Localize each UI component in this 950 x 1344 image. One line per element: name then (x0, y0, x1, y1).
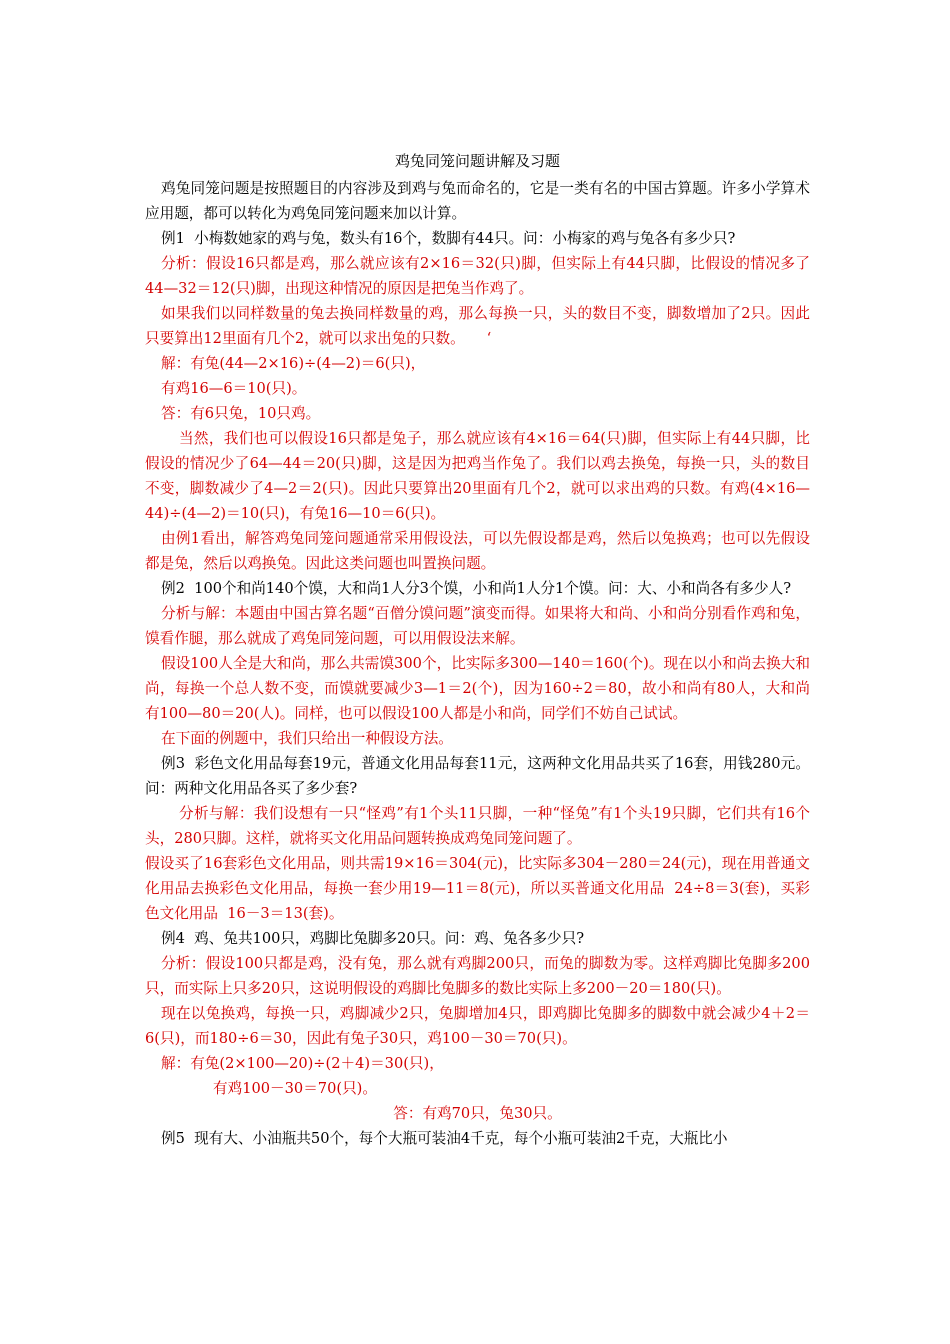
document-title: 鸡兔同笼问题讲解及习题 (394, 152, 560, 170)
example-5-question: 例5 现有大、小油瓶共50个，每个大瓶可装油4千克，每个小瓶可装油2千克，大瓶比小 (161, 1130, 728, 1147)
example-1-answer: 答：有6只兔，10只鸡。 (161, 405, 321, 422)
example-4-analysis: 分析：假设100只都是鸡，没有兔，那么就有鸡脚200只，而兔的脚数为零。这样鸡脚比兔脚多200只，而实际上只多20只，这说明假设的鸡脚比兔脚多的数比实际上多200－20＝180(只)。 (145, 955, 810, 997)
method-note: 在下面的例题中，我们只给出一种假设方法。 (161, 730, 453, 747)
example-2-analysis: 分析与解：本题由中国古算名题“百僧分馍问题”演变而得。如果将大和尚、小和尚分别看作鸡和兔，馍看作腿，那么就成了鸡兔同笼问题，可以用假设法来解。 (145, 605, 810, 647)
example-2-solution: 假设100人全是大和尚，那么共需馍300个，比实际多300—140＝160(个)。现在以小和尚去换大和尚，每换一个总人数不变，而馍就要减少3—1＝2(个)，因为160÷2＝80，故小和尚有80人，大和尚有100—80＝20(人)。同样，也可以假设100人都是小和尚，同学们不妨自己试试。 (145, 655, 810, 722)
example-1-solution: 解：有兔(44—2×16)÷(4—2)＝6(只)， (161, 355, 426, 372)
example-4-analysis-2: 现在以兔换鸡，每换一只，鸡脚减少2只，兔脚增加4只，即鸡脚比兔脚多的脚数中就会减少4＋2＝6(只)，而180÷6＝30，因此有兔子30只，鸡100－30＝70(只)。 (145, 1005, 810, 1047)
example-4-solution: 解：有兔(2×100—20)÷(2＋4)＝30(只)， (161, 1055, 444, 1072)
example-3-solution: 假设买了16套彩色文化用品，则共需19×16＝304(元)，比实际多304－280＝24(元)，现在用普通文化用品去换彩色文化用品，每换一套少用19—11＝8(元)，所以买普通文化用品 24÷8＝3(套)，买彩色文化用品 16－3＝13(套)。 (145, 855, 810, 922)
example-4-answer: 答：有鸡70只，兔30只。 (393, 1105, 562, 1122)
example-2-question: 例2 100个和尚140个馍，大和尚1人分3个馍，小和尚1人分1个馍。问：大、小和尚各有多少人? (161, 580, 792, 597)
example-3-analysis: 分析与解：我们设想有一只“怪鸡”有1个头11只脚，一种“怪兔”有1个头19只脚，它们共有16个头，280只脚。这样，就将买文化用品问题转换成鸡兔同笼问题了。 (145, 805, 810, 847)
method-summary: 由例1看出，解答鸡兔同笼问题通常采用假设法，可以先假设都是鸡，然后以兔换鸡；也可以先假设都是兔，然后以鸡换兔。因此这类问题也叫置换问题。 (145, 530, 810, 572)
example-1-analysis-2: 如果我们以同样数量的兔去换同样数量的鸡，那么每换一只，头的数目不变，脚数增加了2只。因此只要算出12里面有几个2，就可以求出兔的只数。 ‘ (145, 305, 810, 347)
example-1-alternative: 当然，我们也可以假设16只都是兔子，那么就应该有4×16＝64(只)脚，但实际上有44只脚，比假设的情况少了64—44＝20(只)脚，这是因为把鸡当作兔了。我们以鸡去换兔，每换一只，头的数目不变，脚数减少了4—2＝2(只)。因此只要算出20里面有几个2，就可以求出鸡的只数。有鸡(4×16—44)÷(4—2)＝10(只)，有兔16—10＝6(只)。 (145, 430, 810, 522)
intro-paragraph: 鸡兔同笼问题是按照题目的内容涉及到鸡与兔而命名的，它是一类有名的中国古算题。许多小学算术应用题，都可以转化为鸡兔同笼问题来加以计算。 (145, 180, 810, 222)
example-1-solution-2: 有鸡16—6＝10(只)。 (161, 380, 307, 397)
example-4-question: 例4 鸡、兔共100只，鸡脚比兔脚多20只。问：鸡、兔各多少只? (161, 930, 585, 947)
example-3-question: 例3 彩色文化用品每套19元，普通文化用品每套11元，这两种文化用品共买了16套，用钱280元。问：两种文化用品各买了多少套? (145, 755, 810, 797)
example-1-analysis: 分析：假设16只都是鸡，那么就应该有2×16＝32(只)脚，但实际上有44只脚，比假设的情况多了44—32＝12(只)脚，出现这种情况的原因是把兔当作鸡了。 (145, 255, 810, 297)
example-4-solution-2: 有鸡100－30＝70(只)。 (213, 1080, 377, 1097)
example-1-question: 例1 小梅数她家的鸡与兔，数头有16个，数脚有44只。问：小梅家的鸡与兔各有多少只? (161, 230, 736, 247)
